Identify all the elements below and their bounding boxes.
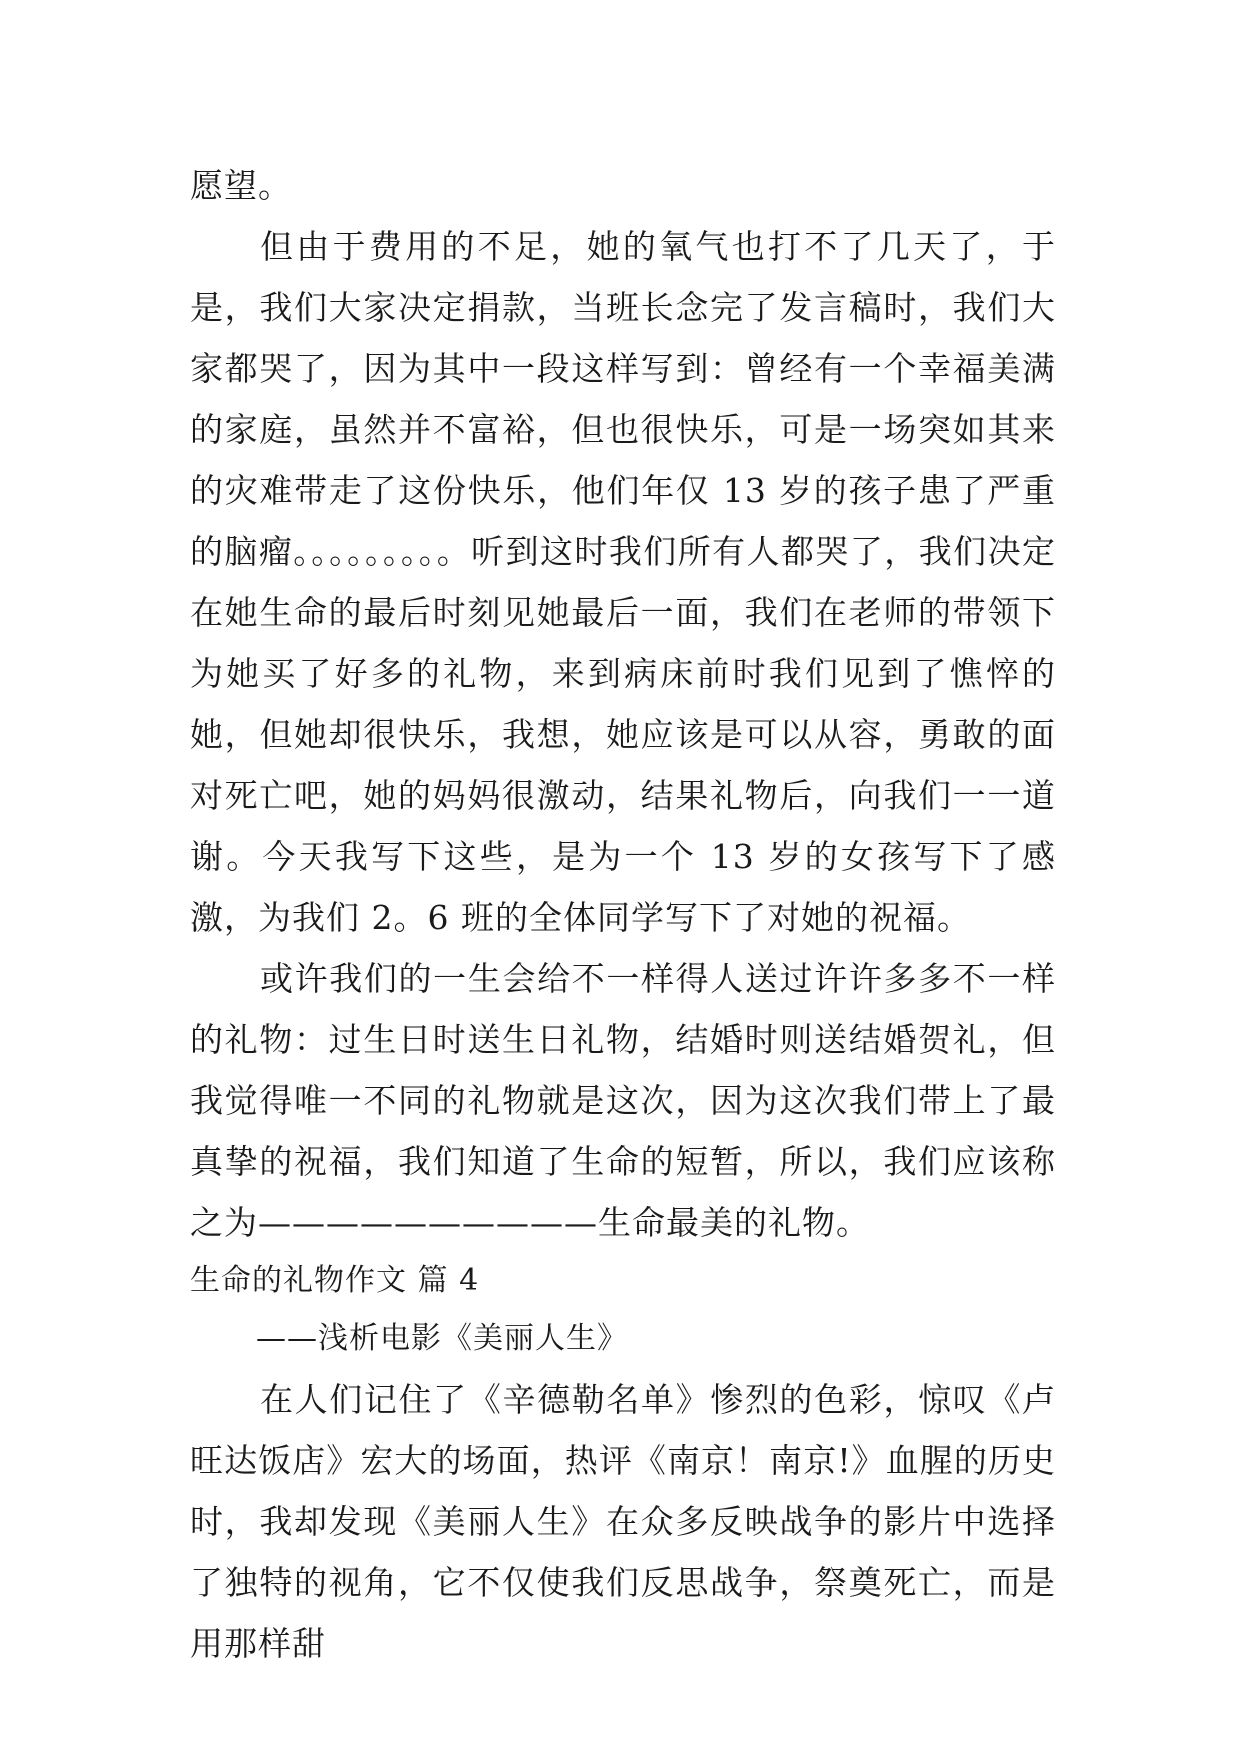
paragraph-continuation: 愿望。: [190, 166, 292, 205]
document-body: [190, 155, 1056, 1674]
section-heading: 生命的礼物作文 篇 4: [190, 1263, 480, 1298]
paragraph-donation-story: 但由于费用的不足，她的氧气也打不了几天了，于是，我们大家决定捐款，当班长念完了发言稿时，我们大家都哭了，因为其中一段这样写到：曾经有一个幸福美满的家庭，虽然并不富裕，但也很快乐，可是一场突如其来的灾难带走了这份快乐，他们年仅 13 岁的孩子患了严重的脑瘤。。。。。。。。。听到这时我们所有人都哭了，我们决定在她生命的最后时刻见她最后一面，我们在老师的带领下为她买了好多的礼物，来到病床前时我们见到了憔悴的她，但她却很快乐，我想，她应该是可以从容，勇敢的面对死亡吧，她的妈妈很激动，结果礼物后，向我们一一道谢。今天我写下这些，是为一个 13 岁的女孩写下了感激，为我们 2。6 班的全体同学写下了对她的祝福。: [190, 227, 1056, 937]
paragraph-film-analysis: 在人们记住了《辛德勒名单》惨烈的色彩，惊叹《卢旺达饭店》宏大的场面，热评《南京！南京!》血腥的历史时，我却发现《美丽人生》在众多反映战争的影片中选择了独特的视角，它不仅使我们反思战争，祭奠死亡，而是用那样甜: [190, 1380, 1056, 1663]
section-subheading: ——浅析电影《美丽人生》: [256, 1321, 628, 1356]
paragraph-most-beautiful-gift: 或许我们的一生会给不一样得人送过许许多多不一样的礼物：过生日时送生日礼物，结婚时则送结婚贺礼，但我觉得唯一不同的礼物就是这次，因为这次我们带上了最真挚的祝福，我们知道了生命的短暂，所以，我们应该称之为——————————生命最美的礼物。: [190, 959, 1056, 1242]
